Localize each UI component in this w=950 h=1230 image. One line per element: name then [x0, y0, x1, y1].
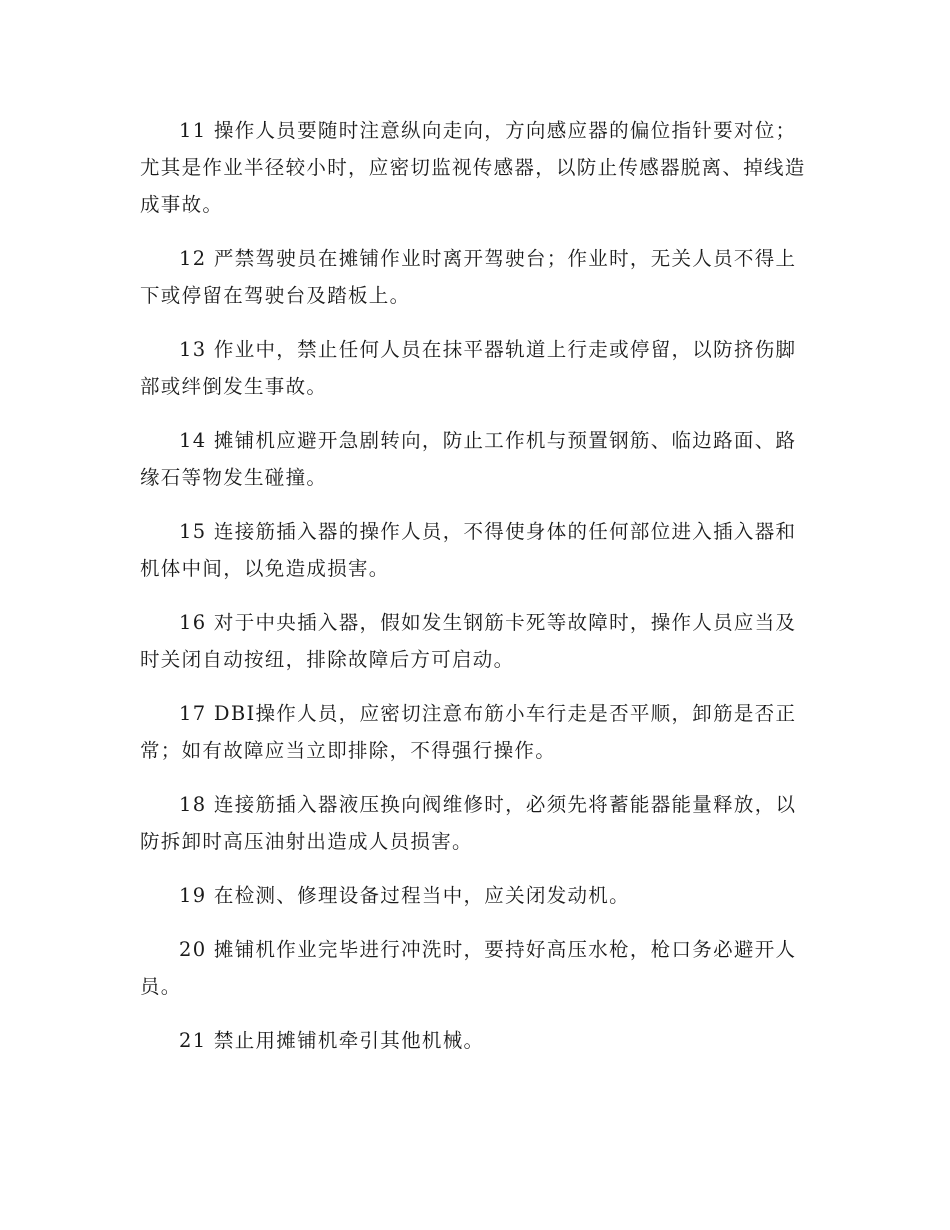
paragraph-16: 16 对于中央插入器，假如发生钢筋卡死等故障时，操作人员应当及时关闭自动按纽，排除故障后方可启动。 [140, 611, 797, 671]
paragraph-17: 17 DBI操作人员，应密切注意布筋小车行走是否平顺，卸筋是否正常；如有故障应当立即排除，不得强行操作。 [140, 702, 797, 762]
document-body [140, 112, 810, 1076]
paragraph-11: 11 操作人员要随时注意纵向走向，方向感应器的偏位指针要对位；尤其是作业半径较小时，应密切监视传感器，以防止传感器脱离、掉线造成事故。 [140, 119, 806, 216]
paragraph-20: 20 摊铺机作业完毕进行冲洗时，要持好高压水枪，枪口务必避开人员。 [140, 938, 797, 998]
paragraph-12: 12 严禁驾驶员在摊铺作业时离开驾驶台；作业时，无关人员不得上下或停留在驾驶台及踏板上。 [140, 247, 797, 307]
paragraph-15: 15 连接筋插入器的操作人员，不得使身体的任何部位进入插入器和机体中间，以免造成损害。 [140, 520, 797, 580]
paragraph-14: 14 摊铺机应避开急剧转向，防止工作机与预置钢筋、临边路面、路缘石等物发生碰撞。 [140, 429, 797, 489]
paragraph-21: 21 禁止用摊铺机牵引其他机械。 [179, 1029, 485, 1052]
paragraph-13: 13 作业中，禁止任何人员在抹平器轨道上行走或停留，以防挤伤脚部或绊倒发生事故。 [140, 338, 797, 398]
paragraph-19: 19 在检测、修理设备过程当中，应关闭发动机。 [179, 884, 630, 907]
paragraph-18: 18 连接筋插入器液压换向阀维修时，必须先将蓄能器能量释放，以防拆卸时高压油射出造成人员损害。 [140, 793, 797, 853]
